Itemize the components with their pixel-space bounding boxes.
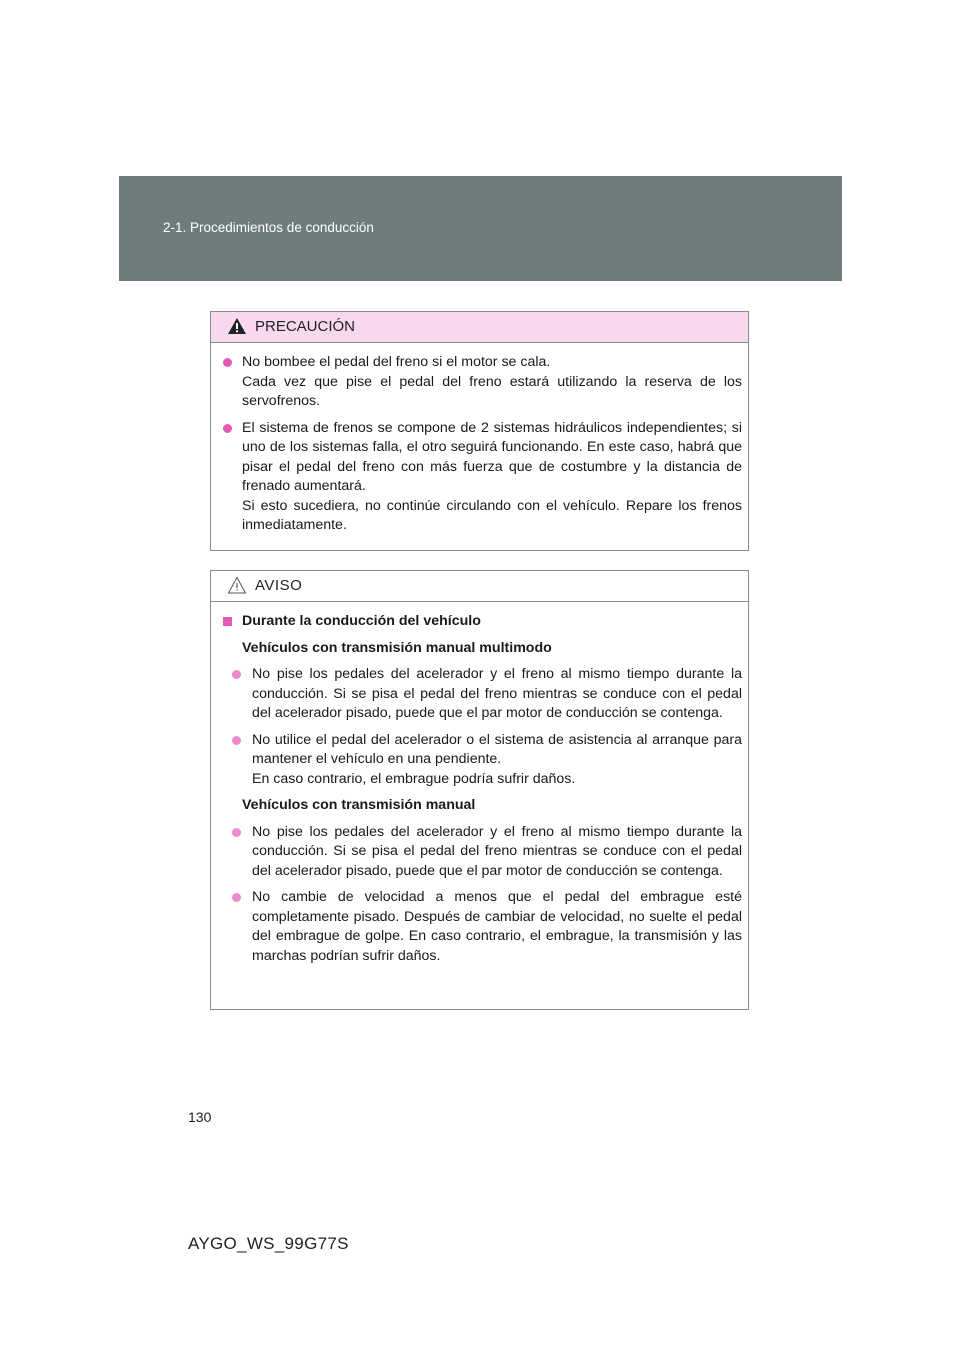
caution-item xyxy=(221,353,742,412)
bullet-icon xyxy=(223,424,232,433)
caution-item-text: El sistema de frenos se compone de 2 sistemas hidráulicos independientes; si uno de los sistemas falla, el otro seguirá funcionando. En este caso, habrá que pisar el pedal del freno con más fuerza que de costumbre y la distancia de frenado aumentará. xyxy=(242,419,742,494)
notice-item-text: No pise los pedales del acelerador y el freno al mismo tiempo durante la conducción. Si se pisa el pedal del freno mientras se conduce con el pedal del acelerador pisado, puede que el par motor de conducción se contenga. xyxy=(252,823,742,879)
notice-box xyxy=(210,570,749,1010)
warning-triangle-icon xyxy=(227,317,247,335)
caution-item-text: Cada vez que pise el pedal del freno estará utilizando la reserva de los servofrenos. xyxy=(242,373,742,409)
bullet-icon xyxy=(232,736,241,745)
notice-body xyxy=(211,602,748,989)
bullet-icon xyxy=(232,828,241,837)
document-code: AYGO_WS_99G77S xyxy=(188,1234,349,1253)
bullet-icon xyxy=(223,358,232,367)
section-title: 2-1. Procedimientos de conducción xyxy=(163,220,374,235)
group-title: Vehículos con transmisión manual multimodo xyxy=(242,639,552,656)
section-header-band xyxy=(119,176,842,281)
notice-item xyxy=(221,888,742,966)
caution-label: PRECAUCIÓN xyxy=(255,318,356,335)
notice-item-text: No cambie de velocidad a menos que el pedal del embrague esté completamente pisado. Después de cambiar de velocidad, no suelte el pedal del embrague de golpe. En caso contrario, el embrague, la transmisión y las marchas podrían sufrir daños. xyxy=(252,889,742,964)
bullet-icon xyxy=(232,893,241,902)
notice-item-text: No utilice el pedal del acelerador o el sistema de asistencia al arranque para mantener el vehículo en una pendiente. xyxy=(252,731,742,767)
square-bullet-icon xyxy=(223,617,232,626)
notice-item xyxy=(221,823,742,882)
caution-item-text: Si esto sucediera, no continúe circulando con el vehículo. Repare los frenos inmediatamente. xyxy=(242,497,742,533)
caution-item-text: No bombee el pedal del freno si el motor se cala. xyxy=(242,354,551,370)
notice-header xyxy=(211,571,748,602)
warning-outline-icon xyxy=(227,576,247,594)
page-number: 130 xyxy=(188,1109,212,1125)
notice-heading-text: Durante la conducción del vehículo xyxy=(242,613,481,629)
caution-item xyxy=(221,419,742,536)
notice-item xyxy=(221,731,742,790)
notice-item-text: En caso contrario, el embrague podría sufrir daños. xyxy=(252,770,576,787)
notice-label: AVISO xyxy=(255,577,303,594)
group-title: Vehículos con transmisión manual xyxy=(242,797,476,813)
caution-body xyxy=(211,343,748,552)
bullet-icon xyxy=(232,670,241,679)
notice-item-text: No pise los pedales del acelerador y el freno al mismo tiempo durante la conducción. Si se pisa el pedal del freno mientras se conduce con el pedal del acelerador pisado, puede que el par motor de conducción se contenga. xyxy=(252,666,742,721)
caution-header xyxy=(211,312,748,343)
notice-heading xyxy=(221,612,742,632)
notice-item xyxy=(221,665,742,724)
caution-box xyxy=(210,311,749,551)
